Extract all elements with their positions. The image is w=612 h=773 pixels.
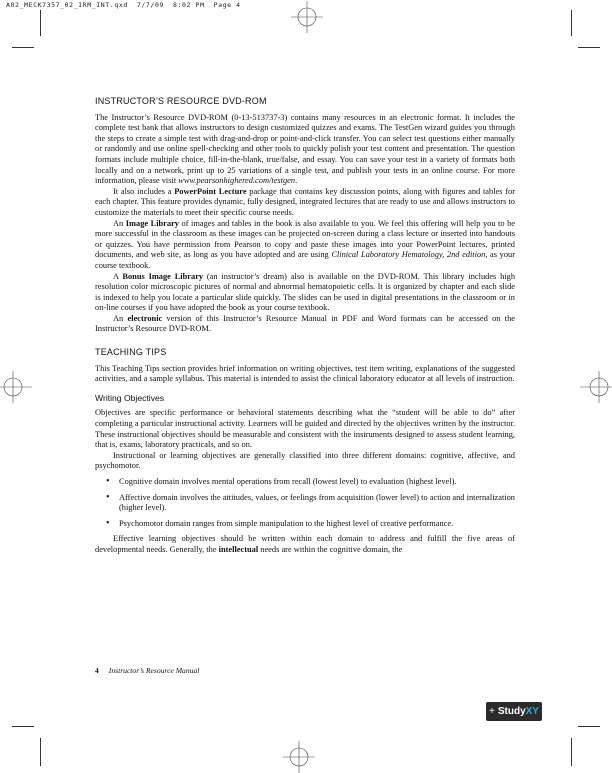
subheading-writing-objectives: Writing Objectives: [95, 392, 165, 403]
trim-mark: [578, 726, 600, 727]
registration-mark-top-icon: [291, 1, 323, 33]
dvd-paragraph-1: The Instructor’s Resource DVD-ROM (0-13-513737-3) contains many resources in an electronic format. It includes the complete test bank that allows instructors to design customized quizzes and exams. The TestGen wizard guides you through the steps to create a simple test with drag-and-drop or point-and-click transfer. You can select test questions either manually or randomly and use online spell-checking and other tools to quickly polish your test content and presentation. The question formats include multiple choice, fill-in-the-blank, true/false, and essay. You can save your test in a variety of formats both locally and on a network, print up to 25 variations of a single test, and publish your tests in an online course. For more information, please visit www.pearsonhighered.com/testgen.: [95, 112, 515, 186]
objectives-paragraph-3: Effective learning objectives should be written within each domain to address and fulfill the five areas of developmental needs. Generally, the intellectual needs are within the cognitive domain, the: [95, 534, 515, 554]
footer-title: Instructor’s Resource Manual: [108, 666, 200, 675]
trim-mark: [571, 10, 572, 36]
list-item: • Psychomotor domain ranges from simple manipulation to the highest level of creative performance.: [119, 519, 515, 530]
plus-icon: +: [489, 706, 495, 717]
trim-mark: [40, 738, 41, 766]
teaching-paragraph: This Teaching Tips section provides brief information on writing objectives, test item writing, explanations of the suggested activities, and a sample syllabus. This material is intended to assist the clinical laboratory educator at all levels of instruction.: [95, 363, 515, 384]
list-item: • Cognitive domain involves mental operations from recall (lowest level) to evaluation (highest level).: [119, 477, 515, 488]
trim-mark: [12, 726, 34, 727]
objectives-paragraph-1: Objectives are specific performance or behavioral statements describing what the “student will be able to do” after completing a particular instructional activity. Learners will be guided and directed by the objectives written by the instructor. These instructional objectives should be measurable and consistent with the instruments designed to assess student learning, that is, exams, laboratory practicals, and so on.: [95, 408, 515, 450]
trim-mark: [578, 47, 600, 48]
trim-mark: [12, 47, 34, 48]
list-item: • Affective domain involves the attitudes, values, or feelings from acquisition (lower level) to action and internalization (higher level).: [119, 493, 515, 514]
objectives-paragraph-2: Instructional or learning objectives are generally classified into three different domains: cognitive, affective, and psychomotor.: [95, 450, 515, 471]
print-slug: A02_MECK7357_02_IRM_INT.qxd 7/7/09 8:02 PM Page 4: [6, 1, 241, 9]
page-footer: [95, 666, 199, 675]
domain-list: [95, 477, 515, 529]
section-heading-teaching-tips: TEACHING TIPS: [95, 347, 167, 358]
dvd-paragraph-5: An electronic version of this Instructor’s Resource Manual in PDF and Word formats can be accessed on the Instructor’s Resource DVD-ROM.: [95, 313, 515, 334]
registration-mark-bottom-icon: [283, 741, 315, 773]
trim-mark: [571, 738, 572, 766]
studyxy-logo: + StudyXY: [486, 702, 542, 721]
dvd-paragraph-4: A Bonus Image Library (an instructor’s dream) also is available on the DVD-ROM. This library includes high resolution color microscopic pictures of normal and abnormal hematopoietic cells. It is organized by chapter and each slide is indexed to help you locate a particular slide quickly. The slides can be used in digital presentations in the classroom or in on-line courses if you have adopted the book as your course textbook.: [95, 271, 516, 313]
registration-mark-left-icon: [0, 371, 32, 403]
registration-mark-right-icon: [580, 371, 612, 403]
dvd-paragraph-3: An Image Library of images and tables in the book is also available to you. We feel this offering will help you to be more successful in the classroom as these images can be projected on-screen during a class lecture or inserted into handouts or quizzes. You have permission from Pearson to copy and paste these images into your PowerPoint lectures, printed documents, and web site, as long as you have adopted and are using Clinical Laboratory Hematology, 2nd edition, as your course textbook.: [95, 218, 515, 270]
page-body: [95, 96, 515, 556]
section-heading-dvd: INSTRUCTOR’S RESOURCE DVD-ROM: [95, 96, 267, 106]
trim-mark: [40, 10, 41, 36]
testgen-url: www.pearsonhighered.com/testgen: [178, 176, 296, 186]
page-number: 4: [95, 666, 99, 675]
dvd-paragraph-2: It also includes a PowerPoint Lecture package that contains key discussion points, along with figures and tables for each chapter. This feature provides dynamic, fully designed, integrated lectures that are ready to use and allows instructors to customize the materials to meet their specific course needs.: [95, 186, 515, 217]
